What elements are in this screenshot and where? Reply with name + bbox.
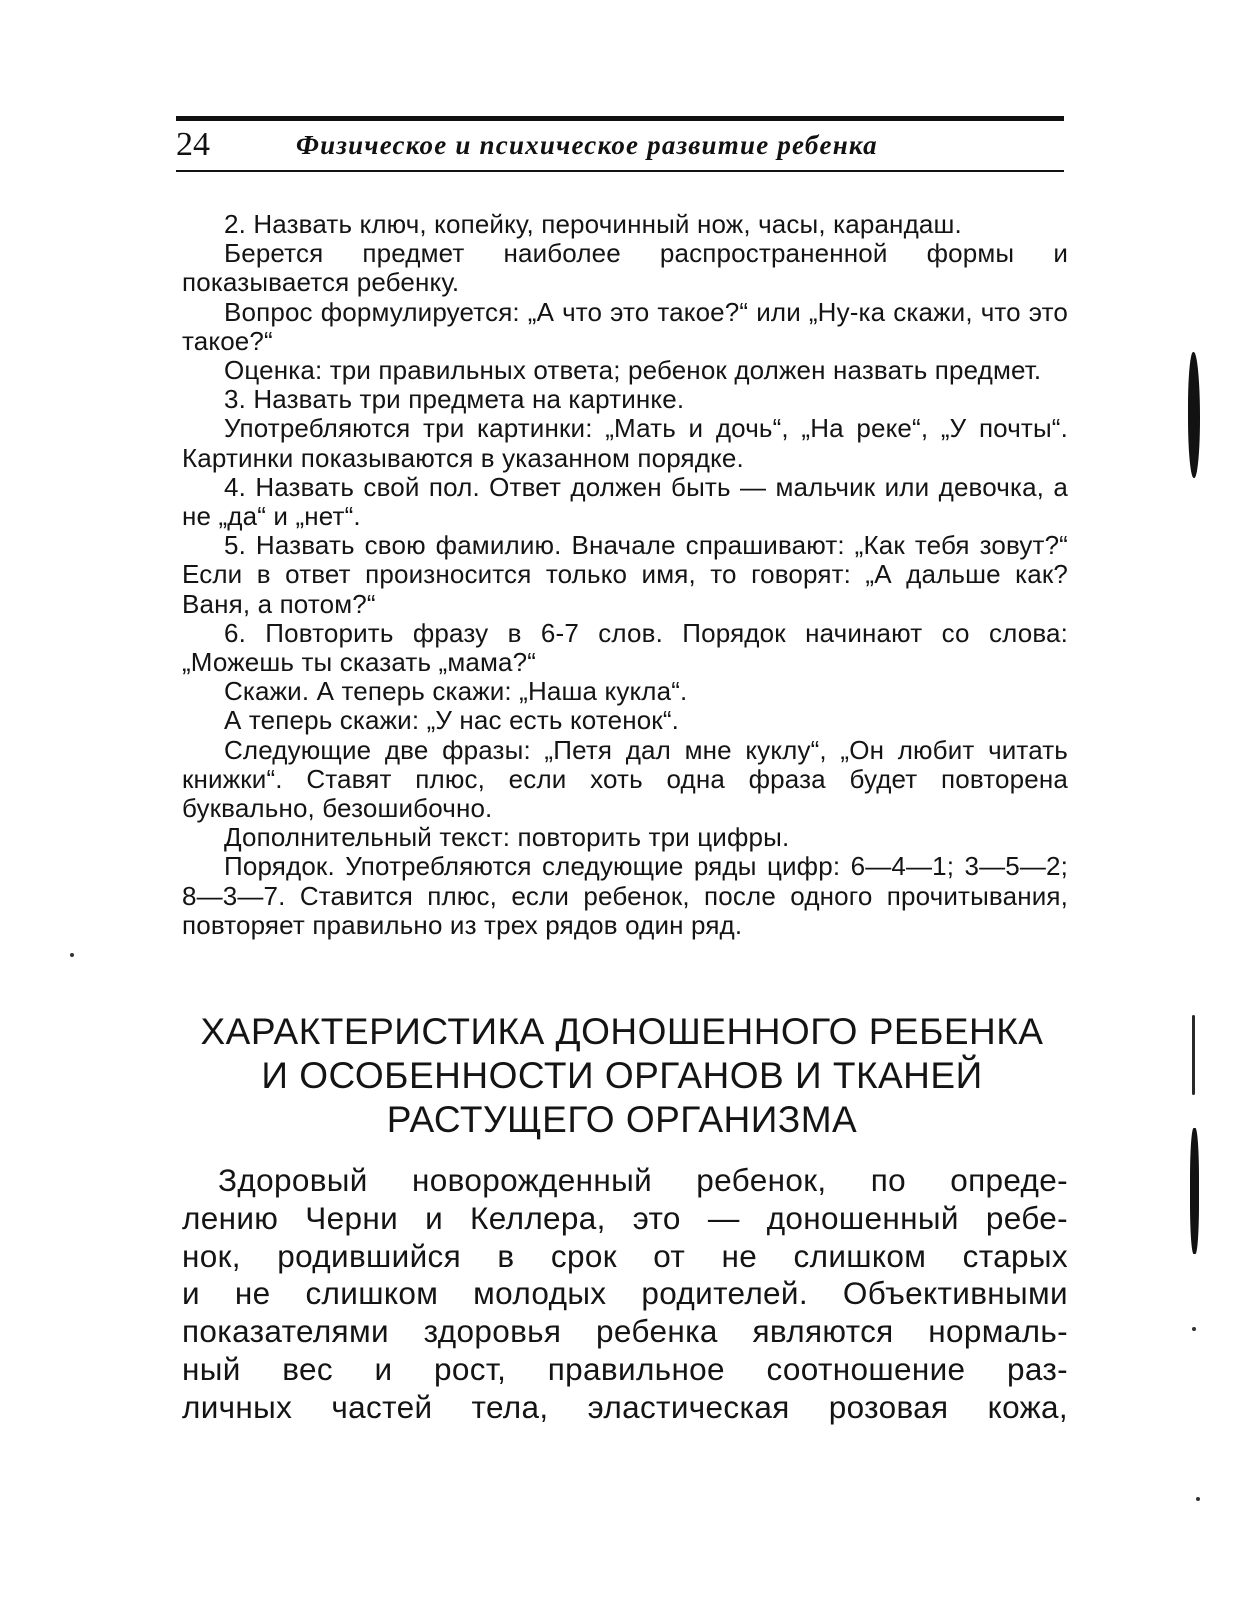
body-line: показателями здоровья ребенка являются нормаль- [182, 1313, 1068, 1350]
body-line: лению Черни и Келлера, это — доношенный ребе- [182, 1199, 1068, 1236]
section-heading-line: И ОСОБЕННОСТИ ОРГАНОВ И ТКАНЕЙ [261, 1055, 983, 1096]
scan-speck [70, 953, 74, 957]
body-line: личных частей тела, эластическая розовая кожа, [182, 1388, 1068, 1425]
paragraph: Оценка: три правильных ответа; ребенок должен назвать предмет. [224, 355, 1042, 386]
section-heading-line: РАСТУЩЕГО ОРГАНИЗМА [386, 1099, 858, 1140]
body-text [182, 1162, 1068, 1427]
paragraph: 5. Назвать свою фамилию. Вначале спрашивают: „Как тебя зовут?“ Если в ответ произносится только имя, то говорят: „А дальше как? Ваня, а потом?“ [182, 530, 1068, 619]
body-line: и не слишком молодых родителей. Объективными [182, 1275, 1068, 1312]
paragraph: Порядок. Употребляются следующие ряды цифр: 6—4—1; 3—5—2; 8—3—7. Ставится плюс, если ребенок, после одного прочитывания, повторяет правильно из трех рядов один ряд. [182, 851, 1068, 940]
body-line: ный вес и рост, правильное соотношение раз- [182, 1350, 1068, 1387]
paragraph: Следующие две фразы: „Петя дал мне куклу“, „Он любит читать книжки“. Ставят плюс, если хоть одна фраза будет повторена буквально, безошибочно. [182, 734, 1068, 824]
scan-artifact [1192, 1015, 1195, 1095]
paragraph: Дополнительный текст: повторить три цифры. [224, 822, 790, 853]
header-rule-bottom [176, 170, 1064, 172]
paragraph: Употребляются три картинки: „Мать и дочь“, „На реке“, „У почты“. Картинки показываются в указанном порядке. [182, 413, 1068, 473]
paragraph: 4. Назвать свой пол. Ответ должен быть — мальчик или девочка, а не „да“ и „нет“. [182, 471, 1068, 532]
paragraph: 3. Назвать три предмета на картинке. [224, 384, 685, 415]
scan-speck [1196, 1497, 1200, 1501]
scan-artifact [1190, 1128, 1199, 1254]
test-instructions-block [182, 210, 1068, 940]
paragraph: 6. Повторить фразу в 6-7 слов. Порядок начинают со слова: „Можешь ты сказать „мама?“ [182, 617, 1068, 678]
scan-speck [1192, 1327, 1196, 1331]
body-line: Здоровый новорожденный ребенок, по опреде- [218, 1162, 1068, 1198]
section-heading [176, 1010, 1068, 1142]
scan-artifact [1188, 352, 1200, 478]
header-rule-top [176, 116, 1064, 121]
paragraph: Вопрос формулируется: „А что это такое?“ или „Ну-ка скажи, что это такое?“ [182, 296, 1068, 356]
page-number: 24 [176, 126, 210, 163]
paragraph: Скажи. А теперь скажи: „Наша кукла“. [224, 676, 688, 707]
section-heading-line: ХАРАКТЕРИСТИКА ДОНОШЕННОГО РЕБЕНКА [200, 1011, 1044, 1052]
body-line: нок, родившийся в срок от не слишком старых [182, 1237, 1068, 1274]
running-title: Физическое и психическое развитие ребенка [296, 130, 878, 160]
paragraph: 2. Назвать ключ, копейку, перочинный нож, часы, карандаш. [224, 209, 962, 239]
paragraph: Берется предмет наиболее распространенной формы и показывается ребенку. [182, 238, 1068, 298]
paragraph: А теперь скажи: „У нас есть котенок“. [224, 705, 680, 736]
